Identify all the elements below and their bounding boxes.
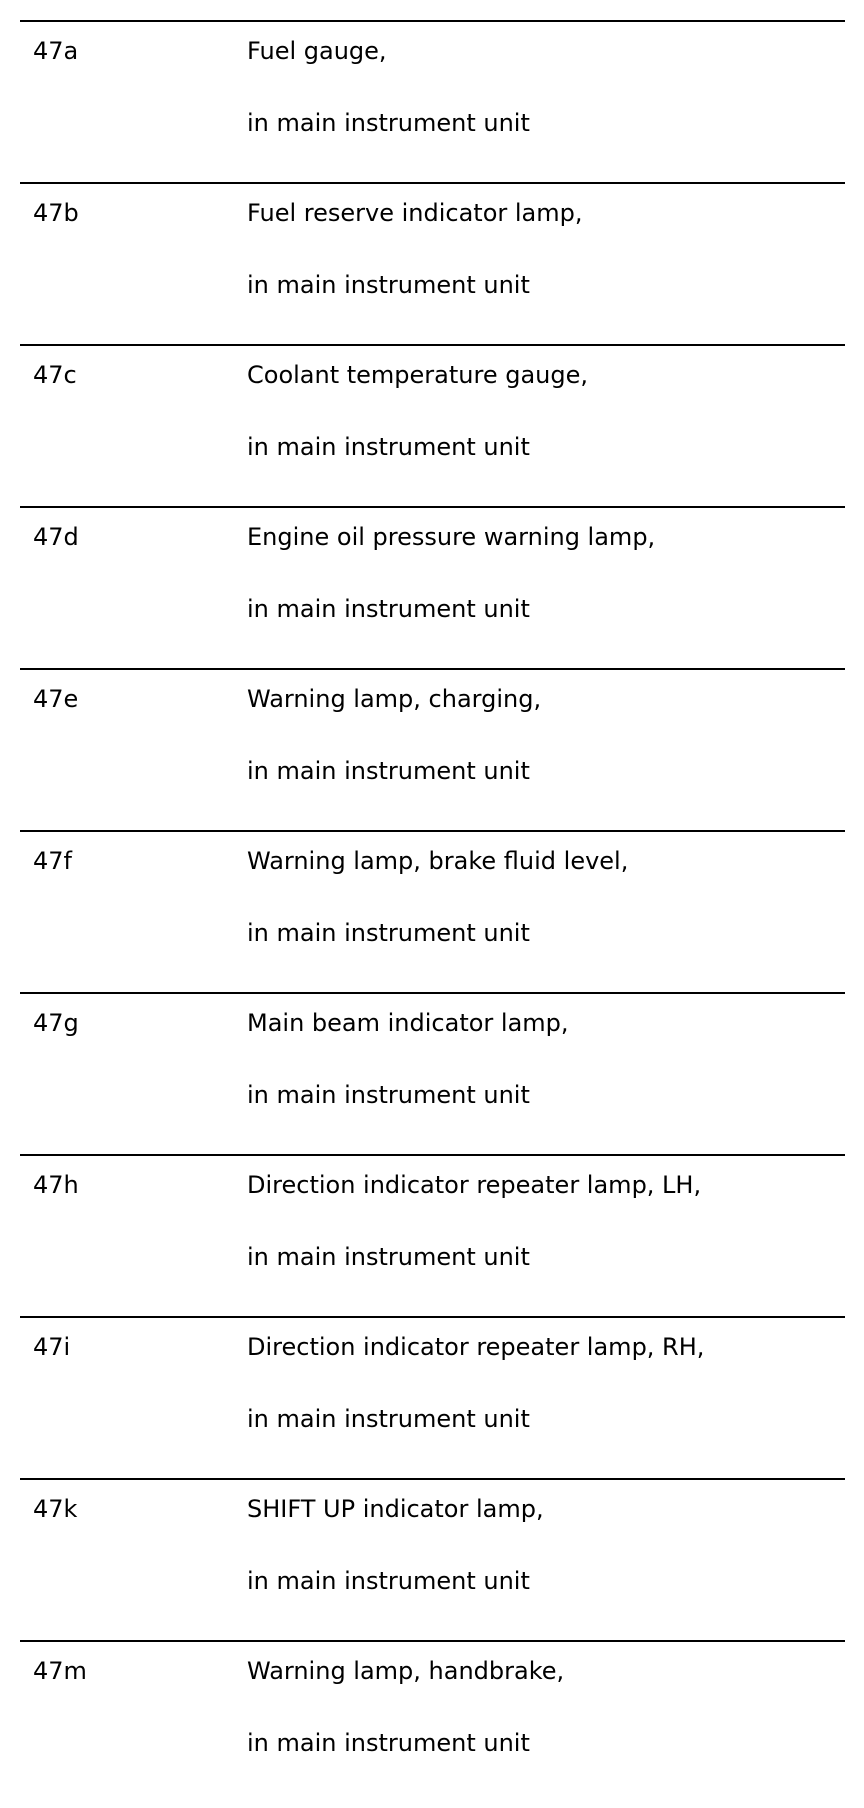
component-code: 47m xyxy=(33,1657,87,1685)
component-code: 47e xyxy=(33,685,79,713)
component-location: in main instrument unit xyxy=(247,1405,530,1433)
component-code: 47c xyxy=(33,361,77,389)
component-description: SHIFT UP indicator lamp, xyxy=(247,1495,544,1523)
component-description: Coolant temperature gauge, xyxy=(247,361,589,389)
component-description: Engine oil pressure warning lamp, xyxy=(247,523,656,551)
component-code: 47g xyxy=(33,1009,79,1037)
legend-row xyxy=(20,182,845,344)
legend-row xyxy=(20,506,845,668)
legend-row xyxy=(20,668,845,830)
component-description: Fuel gauge, xyxy=(247,37,387,65)
component-location: in main instrument unit xyxy=(247,919,530,947)
component-code: 47k xyxy=(33,1495,78,1523)
component-code: 47d xyxy=(33,523,79,551)
component-description: Warning lamp, charging, xyxy=(247,685,542,713)
component-code: 47f xyxy=(33,847,72,875)
component-location: in main instrument unit xyxy=(247,109,530,137)
legend-row xyxy=(20,1316,845,1478)
component-location: in main instrument unit xyxy=(247,1081,530,1109)
component-location: in main instrument unit xyxy=(247,433,530,461)
component-code: 47b xyxy=(33,199,79,227)
legend-row xyxy=(20,830,845,992)
legend-row xyxy=(20,1154,845,1316)
component-description: Direction indicator repeater lamp, LH, xyxy=(247,1171,702,1199)
component-location: in main instrument unit xyxy=(247,1567,530,1595)
component-location: in main instrument unit xyxy=(247,757,530,785)
component-location: in main instrument unit xyxy=(247,595,530,623)
component-description: Main beam indicator lamp, xyxy=(247,1009,569,1037)
component-description: Warning lamp, brake fluid level, xyxy=(247,847,629,875)
legend-row xyxy=(20,1478,845,1640)
component-description: Fuel reserve indicator lamp, xyxy=(247,199,583,227)
component-location: in main instrument unit xyxy=(247,271,530,299)
component-description: Warning lamp, handbrake, xyxy=(247,1657,565,1685)
legend-row xyxy=(20,344,845,506)
component-location: in main instrument unit xyxy=(247,1243,530,1271)
legend-row xyxy=(20,992,845,1154)
component-code: 47i xyxy=(33,1333,71,1361)
component-location: in main instrument unit xyxy=(247,1729,530,1757)
legend-row xyxy=(20,1640,845,1802)
component-description: Direction indicator repeater lamp, RH, xyxy=(247,1333,705,1361)
component-code: 47h xyxy=(33,1171,79,1199)
component-legend-table xyxy=(0,20,864,1802)
component-code: 47a xyxy=(33,37,79,65)
legend-row xyxy=(20,20,845,182)
